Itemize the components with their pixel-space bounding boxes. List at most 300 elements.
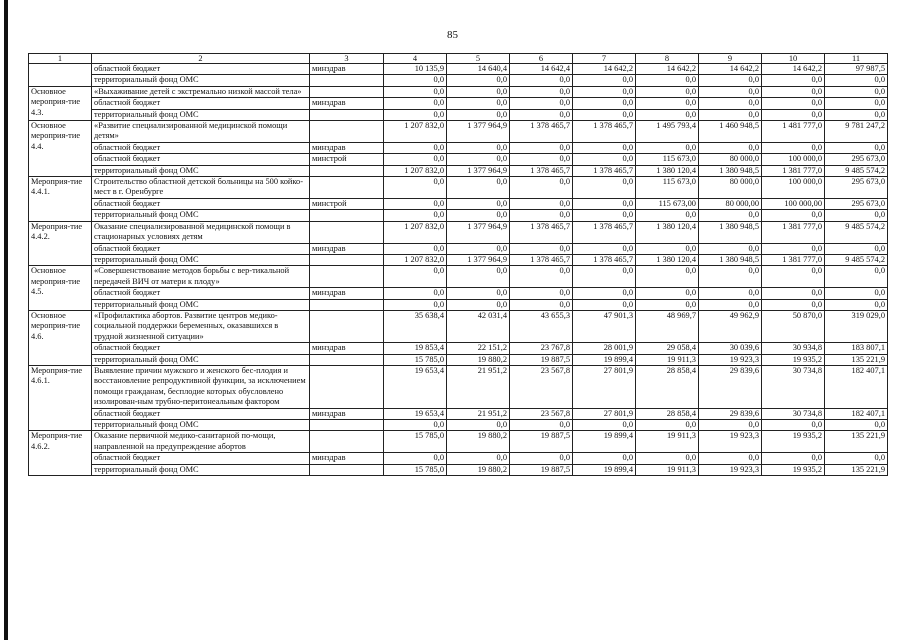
value-col-6: 1 378 465,7 (510, 254, 573, 265)
activity-name: областной бюджет (92, 453, 310, 464)
value-col-4: 19 853,4 (384, 343, 447, 354)
value-col-4: 0,0 (384, 420, 447, 431)
value-col-6: 0,0 (510, 210, 573, 221)
activity-name: территориальный фонд ОМС (92, 109, 310, 120)
executor (310, 365, 384, 408)
value-col-4: 0,0 (384, 266, 447, 288)
value-col-11: 0,0 (825, 109, 888, 120)
executor (310, 109, 384, 120)
value-col-5: 22 151,2 (447, 343, 510, 354)
value-col-9: 0,0 (699, 210, 762, 221)
table-row (29, 109, 888, 120)
value-col-6: 0,0 (510, 288, 573, 299)
value-col-11: 295 673,0 (825, 198, 888, 209)
activity-name: областной бюджет (92, 154, 310, 165)
value-col-5: 0,0 (447, 453, 510, 464)
activity-name: областной бюджет (92, 198, 310, 209)
header-cell-10: 10 (762, 54, 825, 64)
activity-name: областной бюджет (92, 408, 310, 419)
value-col-6: 19 887,5 (510, 464, 573, 475)
value-col-10: 0,0 (762, 299, 825, 310)
value-col-7: 19 899,4 (573, 431, 636, 453)
executor (310, 254, 384, 265)
value-col-10: 1 481 777,0 (762, 121, 825, 143)
value-col-9: 0,0 (699, 288, 762, 299)
value-col-6: 0,0 (510, 154, 573, 165)
value-col-6: 0,0 (510, 75, 573, 86)
value-col-7: 0,0 (573, 299, 636, 310)
value-col-8: 115 673,00 (636, 198, 699, 209)
value-col-8: 28 858,4 (636, 408, 699, 419)
table-row (29, 177, 888, 199)
value-col-7: 0,0 (573, 266, 636, 288)
value-col-11: 9 781 247,2 (825, 121, 888, 143)
value-col-11: 0,0 (825, 266, 888, 288)
activity-name: областной бюджет (92, 98, 310, 109)
executor: минздрав (310, 288, 384, 299)
value-col-11: 135 221,9 (825, 354, 888, 365)
executor (310, 299, 384, 310)
value-col-6: 0,0 (510, 177, 573, 199)
value-col-11: 97 987,5 (825, 64, 888, 75)
value-col-8: 0,0 (636, 299, 699, 310)
value-col-5: 0,0 (447, 142, 510, 153)
value-col-6: 14 642,4 (510, 64, 573, 75)
table-row (29, 365, 888, 408)
header-cell-6: 6 (510, 54, 573, 64)
table-row (29, 299, 888, 310)
value-col-10: 1 381 777,0 (762, 165, 825, 176)
value-col-11: 295 673,0 (825, 177, 888, 199)
value-col-8: 0,0 (636, 266, 699, 288)
activity-code: Мероприя-тие 4.6.2. (29, 431, 92, 476)
value-col-9: 19 923,3 (699, 431, 762, 453)
value-col-7: 1 378 465,7 (573, 121, 636, 143)
value-col-9: 0,0 (699, 142, 762, 153)
table-row (29, 121, 888, 143)
table-row (29, 408, 888, 419)
executor: минздрав (310, 98, 384, 109)
value-col-11: 295 673,0 (825, 154, 888, 165)
table-row (29, 75, 888, 86)
value-col-7: 0,0 (573, 288, 636, 299)
value-col-11: 0,0 (825, 243, 888, 254)
value-col-7: 0,0 (573, 98, 636, 109)
table-row (29, 64, 888, 75)
table-row (29, 243, 888, 254)
activity-name: Оказание специализированной медицинской помощи в стационарных условиях детям (92, 221, 310, 243)
value-col-10: 19 935,2 (762, 464, 825, 475)
value-col-4: 0,0 (384, 98, 447, 109)
value-col-5: 0,0 (447, 266, 510, 288)
value-col-5: 0,0 (447, 109, 510, 120)
table-row (29, 165, 888, 176)
value-col-7: 28 001,9 (573, 343, 636, 354)
value-col-5: 0,0 (447, 210, 510, 221)
value-col-11: 183 807,1 (825, 343, 888, 354)
value-col-10: 30 734,8 (762, 365, 825, 408)
value-col-8: 0,0 (636, 243, 699, 254)
value-col-11: 0,0 (825, 210, 888, 221)
value-col-10: 100 000,00 (762, 198, 825, 209)
table-row (29, 310, 888, 342)
header-cell-3: 3 (310, 54, 384, 64)
executor (310, 431, 384, 453)
value-col-5: 0,0 (447, 243, 510, 254)
value-col-8: 28 858,4 (636, 365, 699, 408)
value-col-4: 19 653,4 (384, 408, 447, 419)
value-col-9: 14 642,2 (699, 64, 762, 75)
value-col-6: 1 378 465,7 (510, 221, 573, 243)
value-col-4: 0,0 (384, 109, 447, 120)
executor: минстрой (310, 198, 384, 209)
value-col-9: 30 039,6 (699, 343, 762, 354)
value-col-6: 0,0 (510, 109, 573, 120)
activity-name: территориальный фонд ОМС (92, 254, 310, 265)
value-col-11: 0,0 (825, 142, 888, 153)
page-edge-bar (4, 0, 8, 640)
value-col-7: 1 378 465,7 (573, 221, 636, 243)
value-col-6: 0,0 (510, 420, 573, 431)
value-col-9: 0,0 (699, 86, 762, 97)
activity-name: «Выхаживание детей с экстремально низкой массой тела» (92, 86, 310, 97)
value-col-9: 0,0 (699, 75, 762, 86)
activity-name: Строительство областной детской больницы на 500 койко-мест в г. Оренбурге (92, 177, 310, 199)
value-col-9: 1 380 948,5 (699, 165, 762, 176)
header-cell-11: 11 (825, 54, 888, 64)
value-col-10: 14 642,2 (762, 64, 825, 75)
value-col-6: 0,0 (510, 86, 573, 97)
executor (310, 420, 384, 431)
value-col-4: 15 785,0 (384, 354, 447, 365)
value-col-5: 0,0 (447, 177, 510, 199)
value-col-7: 47 901,3 (573, 310, 636, 342)
activity-code: Мероприя-тие 4.4.2. (29, 221, 92, 266)
value-col-9: 1 380 948,5 (699, 254, 762, 265)
value-col-5: 21 951,2 (447, 408, 510, 419)
value-col-8: 29 058,4 (636, 343, 699, 354)
header-cell-1: 1 (29, 54, 92, 64)
value-col-7: 27 801,9 (573, 365, 636, 408)
value-col-5: 19 880,2 (447, 464, 510, 475)
value-col-7: 0,0 (573, 198, 636, 209)
value-col-8: 48 969,7 (636, 310, 699, 342)
page-number: 85 (447, 29, 458, 41)
value-col-10: 30 934,8 (762, 343, 825, 354)
value-col-6: 23 567,8 (510, 408, 573, 419)
value-col-6: 19 887,5 (510, 354, 573, 365)
value-col-7: 19 899,4 (573, 464, 636, 475)
value-col-9: 29 839,6 (699, 408, 762, 419)
value-col-10: 0,0 (762, 109, 825, 120)
activity-name: территориальный фонд ОМС (92, 75, 310, 86)
header-row (29, 54, 888, 64)
value-col-5: 1 377 964,9 (447, 254, 510, 265)
value-col-8: 1 495 793,4 (636, 121, 699, 143)
activity-name: территориальный фонд ОМС (92, 165, 310, 176)
value-col-7: 14 642,2 (573, 64, 636, 75)
value-col-5: 42 031,4 (447, 310, 510, 342)
value-col-10: 19 935,2 (762, 431, 825, 453)
executor (310, 464, 384, 475)
value-col-10: 0,0 (762, 86, 825, 97)
executor (310, 121, 384, 143)
value-col-11: 135 221,9 (825, 464, 888, 475)
value-col-6: 0,0 (510, 198, 573, 209)
value-col-4: 1 207 832,0 (384, 165, 447, 176)
value-col-9: 0,0 (699, 98, 762, 109)
activity-code: Основное мероприя-тие 4.3. (29, 86, 92, 120)
value-col-7: 27 801,9 (573, 408, 636, 419)
activity-code: Мероприя-тие 4.6.1. (29, 365, 92, 430)
table-row (29, 86, 888, 97)
value-col-5: 0,0 (447, 75, 510, 86)
header-cell-8: 8 (636, 54, 699, 64)
value-col-4: 0,0 (384, 154, 447, 165)
value-col-11: 319 029,0 (825, 310, 888, 342)
value-col-9: 19 923,3 (699, 354, 762, 365)
value-col-6: 1 378 465,7 (510, 165, 573, 176)
value-col-4: 0,0 (384, 299, 447, 310)
value-col-7: 1 378 465,7 (573, 254, 636, 265)
value-col-10: 0,0 (762, 75, 825, 86)
activity-code (29, 64, 92, 87)
value-col-4: 15 785,0 (384, 464, 447, 475)
activity-name: «Профилактика абортов. Развитие центров медико-социальной поддержки беременных, оказавшихся в трудной жизненной ситуации» (92, 310, 310, 342)
executor: минстрой (310, 154, 384, 165)
table-row (29, 420, 888, 431)
value-col-11: 9 485 574,2 (825, 254, 888, 265)
value-col-4: 0,0 (384, 453, 447, 464)
activity-name: Выявление причин мужского и женского бес-плодия и восстановление репродуктивной функции, за исключением помощи гражданам, бесплодие которых обусловлено изолирован-ным трубно-перитонеальным фактором (92, 365, 310, 408)
value-col-7: 0,0 (573, 154, 636, 165)
activity-name: «Совершенствование методов борьбы с вер-тикальной передачей ВИЧ от матери к плоду» (92, 266, 310, 288)
value-col-7: 0,0 (573, 453, 636, 464)
value-col-6: 0,0 (510, 453, 573, 464)
header-cell-5: 5 (447, 54, 510, 64)
budget-table (28, 53, 888, 476)
executor (310, 86, 384, 97)
value-col-7: 0,0 (573, 86, 636, 97)
value-col-8: 115 673,0 (636, 177, 699, 199)
value-col-8: 1 380 120,4 (636, 254, 699, 265)
executor: минздрав (310, 408, 384, 419)
table-row (29, 221, 888, 243)
value-col-10: 0,0 (762, 288, 825, 299)
executor (310, 75, 384, 86)
executor: минздрав (310, 453, 384, 464)
value-col-10: 100 000,0 (762, 177, 825, 199)
value-col-8: 0,0 (636, 86, 699, 97)
table-row (29, 154, 888, 165)
executor (310, 210, 384, 221)
value-col-4: 1 207 832,0 (384, 254, 447, 265)
activity-name: областной бюджет (92, 288, 310, 299)
value-col-11: 135 221,9 (825, 431, 888, 453)
value-col-6: 0,0 (510, 299, 573, 310)
value-col-11: 0,0 (825, 98, 888, 109)
value-col-7: 1 378 465,7 (573, 165, 636, 176)
value-col-11: 182 407,1 (825, 365, 888, 408)
header-cell-7: 7 (573, 54, 636, 64)
activity-code: Основное мероприя-тие 4.4. (29, 121, 92, 177)
value-col-8: 0,0 (636, 109, 699, 120)
value-col-9: 29 839,6 (699, 365, 762, 408)
value-col-9: 19 923,3 (699, 464, 762, 475)
value-col-8: 0,0 (636, 75, 699, 86)
value-col-5: 0,0 (447, 198, 510, 209)
value-col-10: 0,0 (762, 420, 825, 431)
value-col-8: 0,0 (636, 420, 699, 431)
value-col-9: 0,0 (699, 266, 762, 288)
value-col-6: 23 767,8 (510, 343, 573, 354)
value-col-11: 0,0 (825, 420, 888, 431)
value-col-9: 80 000,00 (699, 198, 762, 209)
activity-name: территориальный фонд ОМС (92, 299, 310, 310)
activity-code: Основное мероприя-тие 4.5. (29, 266, 92, 311)
value-col-9: 49 962,9 (699, 310, 762, 342)
value-col-5: 14 640,4 (447, 64, 510, 75)
value-col-5: 19 880,2 (447, 431, 510, 453)
value-col-11: 0,0 (825, 75, 888, 86)
value-col-11: 9 485 574,2 (825, 221, 888, 243)
value-col-11: 0,0 (825, 288, 888, 299)
activity-code: Мероприя-тие 4.4.1. (29, 177, 92, 222)
value-col-11: 0,0 (825, 453, 888, 464)
value-col-8: 19 911,3 (636, 354, 699, 365)
table-row (29, 254, 888, 265)
value-col-6: 0,0 (510, 266, 573, 288)
value-col-10: 19 935,2 (762, 354, 825, 365)
table-row (29, 98, 888, 109)
value-col-10: 0,0 (762, 142, 825, 153)
value-col-10: 0,0 (762, 243, 825, 254)
value-col-4: 19 653,4 (384, 365, 447, 408)
value-col-4: 0,0 (384, 177, 447, 199)
value-col-7: 0,0 (573, 420, 636, 431)
activity-name: областной бюджет (92, 343, 310, 354)
value-col-6: 0,0 (510, 142, 573, 153)
activity-name: «Развитие специализированной медицинской помощи детям» (92, 121, 310, 143)
value-col-7: 0,0 (573, 210, 636, 221)
value-col-8: 115 673,0 (636, 154, 699, 165)
value-col-6: 43 655,3 (510, 310, 573, 342)
value-col-7: 0,0 (573, 177, 636, 199)
activity-name: территориальный фонд ОМС (92, 464, 310, 475)
executor: минздрав (310, 142, 384, 153)
value-col-10: 0,0 (762, 266, 825, 288)
activity-name: территориальный фонд ОМС (92, 354, 310, 365)
activity-code: Основное мероприя-тие 4.6. (29, 310, 92, 365)
table-row (29, 210, 888, 221)
value-col-7: 0,0 (573, 243, 636, 254)
value-col-8: 0,0 (636, 98, 699, 109)
value-col-10: 1 381 777,0 (762, 221, 825, 243)
value-col-10: 30 734,8 (762, 408, 825, 419)
value-col-5: 0,0 (447, 420, 510, 431)
value-col-6: 1 378 465,7 (510, 121, 573, 143)
value-col-5: 0,0 (447, 86, 510, 97)
executor: минздрав (310, 343, 384, 354)
value-col-8: 0,0 (636, 453, 699, 464)
value-col-8: 0,0 (636, 142, 699, 153)
value-col-11: 182 407,1 (825, 408, 888, 419)
value-col-7: 0,0 (573, 142, 636, 153)
value-col-5: 0,0 (447, 288, 510, 299)
table-row (29, 464, 888, 475)
value-col-11: 0,0 (825, 86, 888, 97)
value-col-9: 0,0 (699, 109, 762, 120)
value-col-9: 0,0 (699, 243, 762, 254)
table-row (29, 142, 888, 153)
value-col-4: 1 207 832,0 (384, 221, 447, 243)
value-col-4: 0,0 (384, 86, 447, 97)
executor (310, 354, 384, 365)
value-col-10: 50 870,0 (762, 310, 825, 342)
value-col-5: 1 377 964,9 (447, 221, 510, 243)
value-col-8: 0,0 (636, 210, 699, 221)
value-col-10: 100 000,0 (762, 154, 825, 165)
executor: минздрав (310, 243, 384, 254)
activity-name: областной бюджет (92, 243, 310, 254)
value-col-8: 19 911,3 (636, 464, 699, 475)
value-col-6: 0,0 (510, 98, 573, 109)
value-col-11: 9 485 574,2 (825, 165, 888, 176)
value-col-7: 0,0 (573, 109, 636, 120)
value-col-9: 1 380 948,5 (699, 221, 762, 243)
table-row (29, 354, 888, 365)
value-col-4: 0,0 (384, 210, 447, 221)
header-cell-9: 9 (699, 54, 762, 64)
budget-table-body (29, 54, 888, 476)
value-col-5: 1 377 964,9 (447, 121, 510, 143)
value-col-4: 0,0 (384, 243, 447, 254)
value-col-9: 1 460 948,5 (699, 121, 762, 143)
value-col-10: 0,0 (762, 453, 825, 464)
value-col-4: 0,0 (384, 142, 447, 153)
value-col-5: 21 951,2 (447, 365, 510, 408)
table-row (29, 431, 888, 453)
activity-name: территориальный фонд ОМС (92, 210, 310, 221)
table-row (29, 266, 888, 288)
table-row (29, 288, 888, 299)
value-col-8: 1 380 120,4 (636, 221, 699, 243)
table-row (29, 198, 888, 209)
value-col-4: 0,0 (384, 198, 447, 209)
value-col-10: 0,0 (762, 210, 825, 221)
executor (310, 165, 384, 176)
value-col-11: 0,0 (825, 299, 888, 310)
value-col-10: 1 381 777,0 (762, 254, 825, 265)
executor (310, 177, 384, 199)
value-col-4: 0,0 (384, 288, 447, 299)
header-cell-2: 2 (92, 54, 310, 64)
activity-name: областной бюджет (92, 64, 310, 75)
table-row (29, 453, 888, 464)
value-col-7: 0,0 (573, 75, 636, 86)
value-col-4: 15 785,0 (384, 431, 447, 453)
value-col-4: 1 207 832,0 (384, 121, 447, 143)
value-col-8: 0,0 (636, 288, 699, 299)
executor: минздрав (310, 64, 384, 75)
value-col-9: 0,0 (699, 420, 762, 431)
executor (310, 310, 384, 342)
value-col-5: 1 377 964,9 (447, 165, 510, 176)
value-col-9: 80 000,0 (699, 154, 762, 165)
value-col-6: 23 567,8 (510, 365, 573, 408)
value-col-9: 0,0 (699, 299, 762, 310)
value-col-9: 0,0 (699, 453, 762, 464)
